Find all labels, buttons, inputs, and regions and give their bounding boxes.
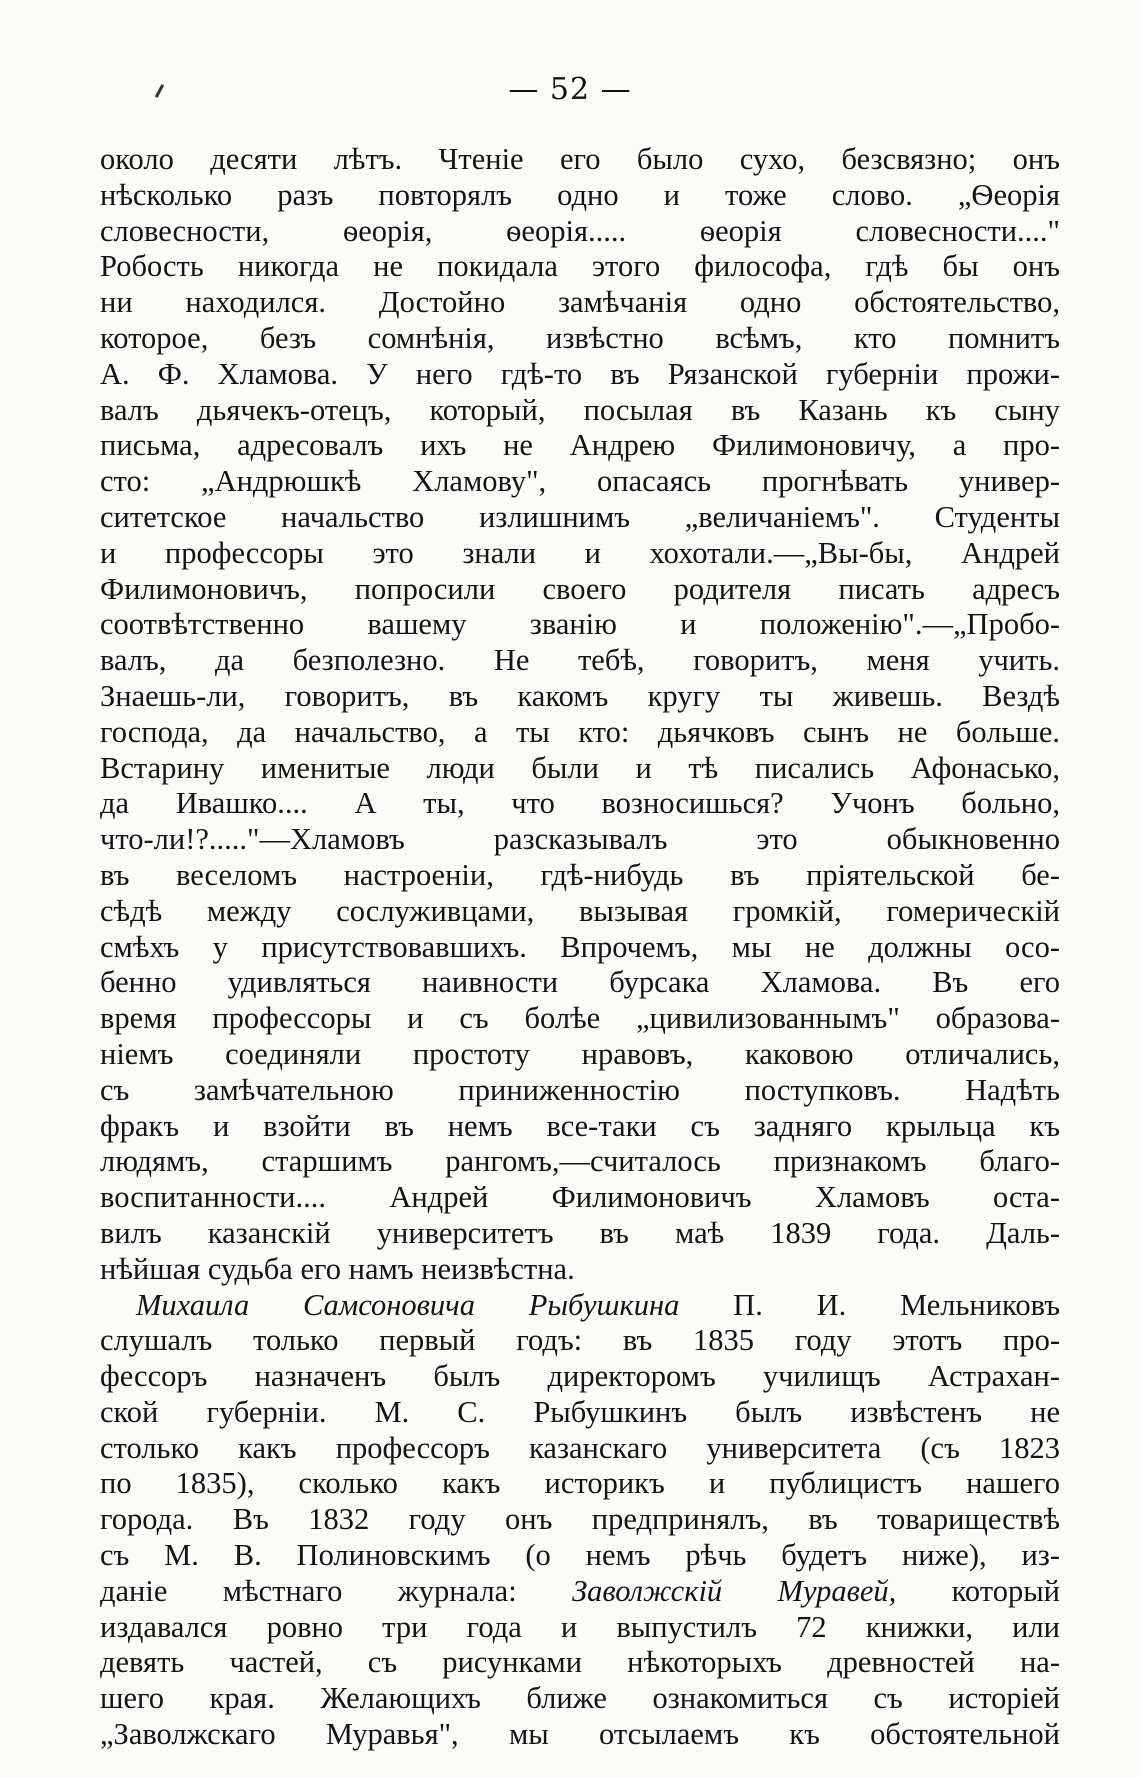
text-line: нѣсколько разъ повторялъ одно и тоже слово. „Ѳеорія [100,177,1060,212]
paragraph-start-line [100,1288,1060,1324]
text-line: воспитанности.... Андрей Филимоновичъ Хламовъ оста- [100,1180,1060,1215]
text-line: сто: „Андрюшкѣ Хламову", опасаясь прогнѣвать универ- [100,464,1060,499]
text-line: словесности, ѳеорія, ѳеорія..... ѳеорія словесности...." [100,213,1060,248]
paragraph-end-line: нѣйшая судьба его намъ неизвѣстна. [100,1251,575,1286]
text-line: фессоръ назначенъ былъ директоромъ училищъ Астрахан- [100,1359,1060,1394]
text-line: ситетское начальство излишнимъ „величаніемъ". Студенты [100,499,1060,534]
text-line: шего края. Желающихъ ближе ознакомиться съ исторіей [100,1681,1060,1716]
text-line: валъ, да безполезно. Не тебѣ, говоритъ, меня учить. [100,643,1060,678]
text-line: девять частей, съ рисунками нѣкоторыхъ древностей на- [100,1645,1060,1680]
text-line: людямъ, старшимъ рангомъ,—считалось признакомъ благо- [100,1144,1060,1179]
page-number: — 52 — [508,72,632,107]
text-line: ни находился. Достойно замѣчанія одно обстоятельство, [100,285,1060,320]
text-line: валъ дьячекъ-отецъ, который, посылая въ Казань къ сыну [100,392,1060,427]
text-line: ской губерніи. М. С. Рыбушкинъ былъ извѣстенъ не [100,1394,1060,1429]
text-line: Филимоновичъ, попросили своего родителя писать адресъ [100,571,1060,606]
text-line: съ М. В. Полиновскимъ (о немъ рѣчь будетъ ниже), из- [100,1538,1060,1573]
text-line: господа, да начальство, а ты кто: дьячковъ сынъ не больше. [100,714,1060,749]
text-line: письма, адресовалъ ихъ не Андрею Филимоновичу, а про- [100,428,1060,463]
text-fragment: который [896,1573,1060,1608]
text-line: фракъ и взойти въ немъ все-таки съ задняго крыльца къ [100,1108,1060,1143]
text-line: издавался ровно три года и выпустилъ 72 книжки, или [100,1609,1060,1644]
text-line: что-ли!?....."—Хламовъ разсказывалъ это обыкновенно [100,822,1060,857]
text-line: бенно удивляться наивности бурсака Хламова. Въ его [100,965,1060,1000]
journal-title-italic: Заволжскій Муравей, [572,1573,897,1608]
text-line: А. Ф. Хламова. У него гдѣ-то въ Рязанской губерніи прожи- [100,356,1060,391]
text-line: города. Въ 1832 году онъ предпринялъ, въ товариществѣ [100,1502,1060,1537]
text-line: около десяти лѣтъ. Чтеніе его было сухо, безсвязно; онъ [100,142,1060,176]
journal-line [100,1574,1060,1610]
text-line: время профессоры и съ болѣе „цивилизованнымъ" образова- [100,1001,1060,1036]
text-line: соотвѣтственно вашему званію и положенію".—„Пробо- [100,607,1060,642]
text-line: сѣдѣ между сослуживцами, вызывая громкій, гомерическій [100,893,1060,928]
text-line: „Заволжскаго Муравья", мы отсылаемъ къ обстоятельной [100,1717,1060,1752]
person-name-italic: Михаила Самсоновича Рыбушкина [136,1287,680,1322]
text-line: Знаешь-ли, говоритъ, въ какомъ кругу ты живешь. Вездѣ [100,678,1060,713]
text-line: которое, безъ сомнѣнія, извѣстно всѣмъ, кто помнитъ [100,320,1060,355]
text-line: слушалъ только первый годъ: въ 1835 году этотъ про- [100,1323,1060,1358]
text-fragment: П. И. Мельниковъ [679,1287,1060,1322]
text-line: Робость никогда не покидала этого философа, гдѣ бы онъ [100,249,1060,284]
text-line: ніемъ соединяли простоту нравовъ, каковою отличались, [100,1036,1060,1071]
text-line: столько какъ профессоръ казанскаго университета (съ 1823 [100,1430,1060,1465]
text-line: да Ивашко.... А ты, что возносишься? Учонъ больно, [100,786,1060,821]
text-line: въ веселомъ настроеніи, гдѣ-нибудь въ пріятельской бе- [100,857,1060,892]
text-line: по 1835), сколько какъ историкъ и публицистъ нашего [100,1466,1060,1501]
body-text [100,142,1060,1753]
text-line: Встарину именитые люди были и тѣ писались Афонасько, [100,750,1060,785]
text-line: и профессоры это знали и хохотали.—„Вы-бы, Андрей [100,535,1060,570]
text-line: съ замѣчательною приниженностію поступковъ. Надѣть [100,1072,1060,1107]
text-fragment: даніе мѣстнаго журнала: [100,1573,573,1608]
text-line: вилъ казанскій университетъ въ маѣ 1839 года. Даль- [100,1215,1060,1250]
text-line: смѣхъ у присутствовавшихъ. Впрочемъ, мы не должны осо- [100,929,1060,964]
